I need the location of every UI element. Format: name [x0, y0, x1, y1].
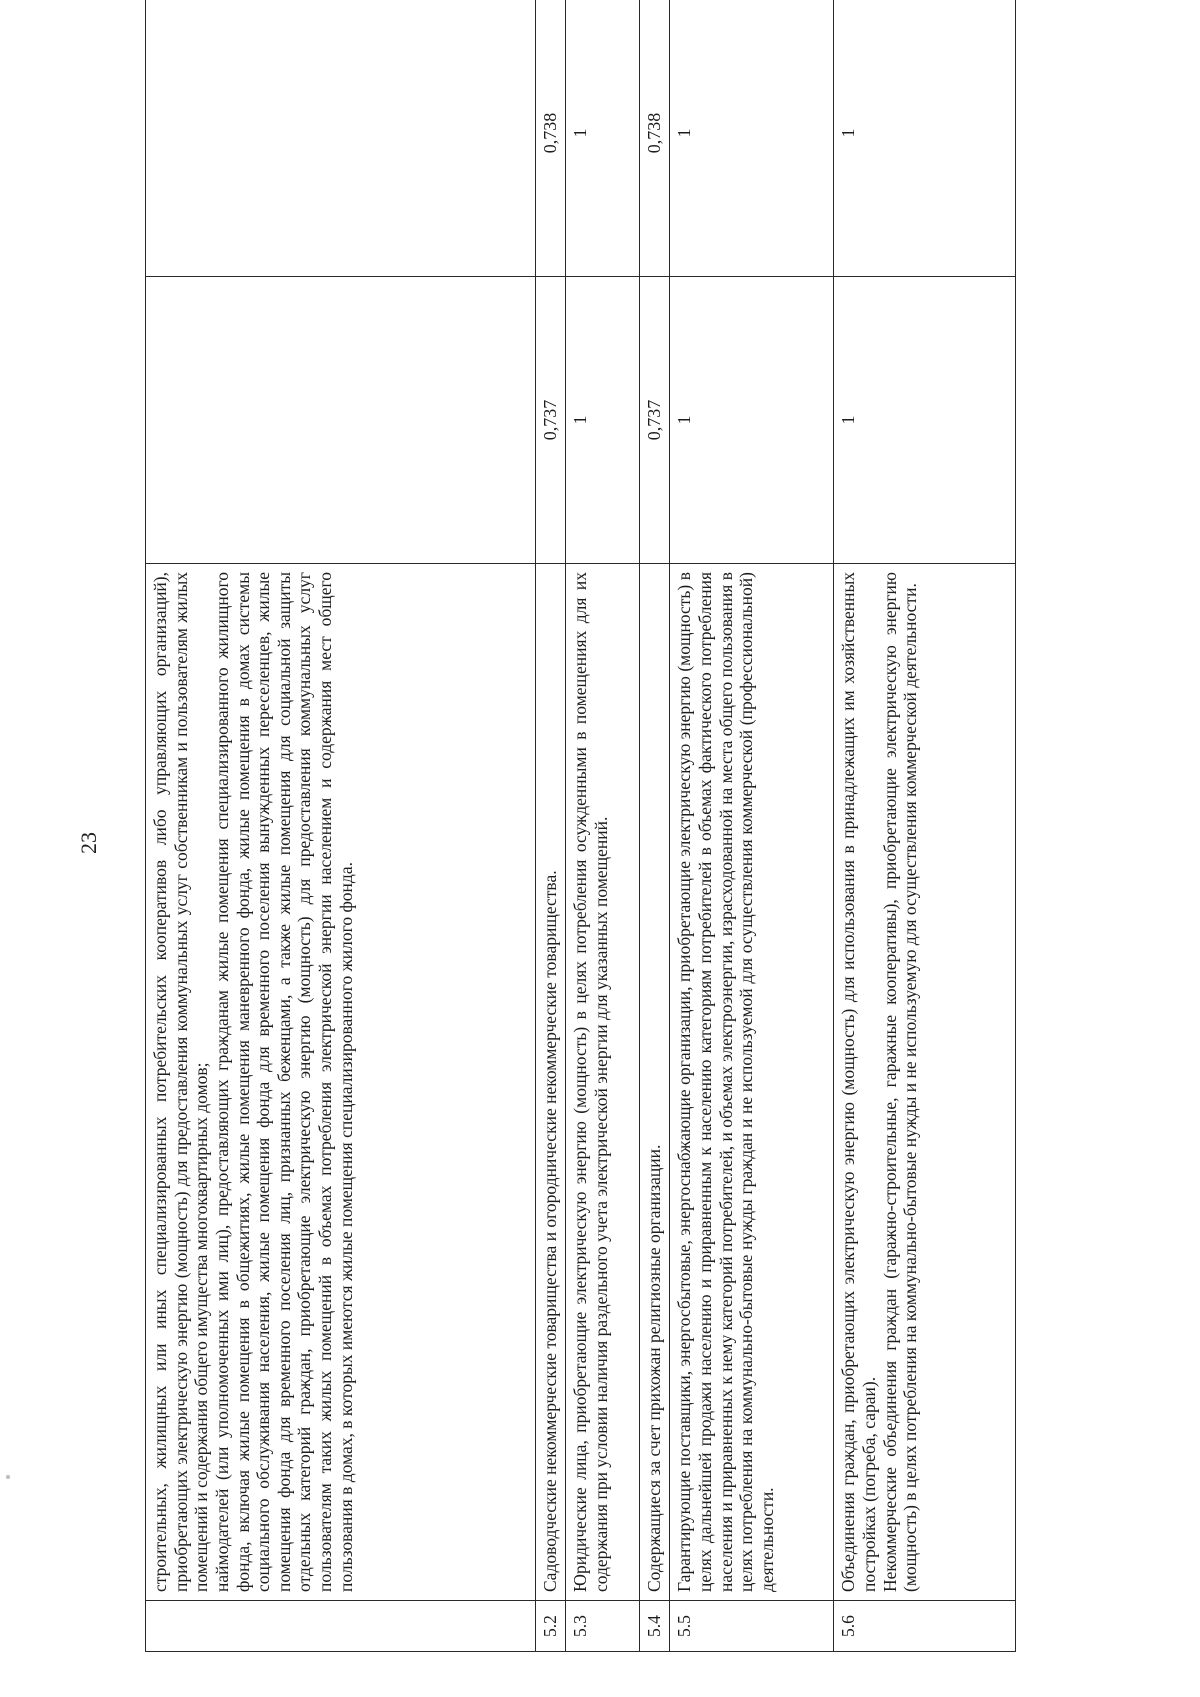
- row-number: 5.3: [566, 1601, 640, 1652]
- tariff-table: [145, 0, 1016, 1652]
- table-row: [834, 0, 1016, 1652]
- row-description: [566, 564, 640, 1601]
- value-cell-1: 1: [566, 277, 640, 564]
- page-number: 23: [76, 832, 101, 854]
- description-paragraph: Юридические лица, приобретающие электрическую энергию (мощность) в целях потребления осужденными в помещениях для их содержания при условии наличия раздельного учета электрической энергии для указанных помещений.: [570, 572, 611, 1592]
- value-cell-2: 0,738: [640, 0, 670, 277]
- table-row: [146, 0, 536, 1652]
- description-paragraph: наймодателей (или уполномоченных ими лиц), предоставляющих гражданам жилые помещения специализированного жилищного фонда, включая жилые помещения в общежитиях, жилые помещения маневренного фонда, жилые помещения в домах системы социального обслуживания населения, жилые помещения фонда для временного поселения вынужденных переселенцев, жилые помещения фонда для временного поселения лиц, признанных беженцами, а также жилые помещения для социальной защиты отдельных категорий граждан, приобретающие электрическую энергию (мощность) для предоставления коммунальных услуг пользователям таких жилых помещений в объемах потребления электрической энергии населением и содержания мест общего пользования в домах, в которых имеются жилые помещения специализированного жилого фонда.: [211, 572, 356, 1592]
- value-cell-1: 0,737: [536, 277, 566, 564]
- value-cell-1: 0,737: [640, 277, 670, 564]
- table-row: [670, 0, 834, 1652]
- row-number: 5.6: [834, 1601, 1016, 1652]
- row-description: [670, 564, 834, 1601]
- value-cell-2: 1: [834, 0, 1016, 277]
- row-description: [640, 564, 670, 1601]
- description-paragraph: строительных, жилищных или иных специализированных потребительских кооперативов либо управляющих организаций), приобретающих электрическую энергию (мощность) для предоставления коммунальных услуг собственникам и пользователям жилых помещений и содержания общего имущества многоквартирных домов;: [150, 572, 212, 1592]
- value-cell-2: 1: [566, 0, 640, 277]
- value-cell-2: [146, 0, 536, 277]
- tariff-table-frame: [145, 52, 1015, 1652]
- value-cell-1: [146, 277, 536, 564]
- description-paragraph: Гарантирующие поставщики, энергосбытовые, энергоснабжающие организации, приобретающие электрическую энергию (мощность) в целях дальнейшей продажи населению и приравненным к населению категориям потребителей в объемах фактического потребления населения и приравненных к нему категорий потребителей, и объемах электроэнергии, израсходованной на места общего пользования в целях потребления на коммунально-бытовые нужды граждан и не используемой для осуществления коммерческой (профессиональной) деятельности.: [674, 572, 778, 1592]
- description-paragraph: Садоводческие некоммерческие товарищества и огороднические некоммерческие товарищества.: [540, 870, 560, 1592]
- description-paragraph: Некоммерческие объединения граждан (гаражно-строительные, гаражные кооперативы), приобретающие электрическую энергию (мощность) в целях потребления на коммунально-бытовые нужды и не используемую для осуществления коммерческой деятельности.: [879, 572, 921, 1592]
- description-paragraph: Содержащиеся за счет прихожан религиозные организации.: [644, 1144, 665, 1592]
- row-number: 5.4: [640, 1601, 670, 1652]
- scan-speck: [6, 1475, 10, 1479]
- row-number: 5.2: [536, 1601, 566, 1652]
- row-description: [834, 564, 1016, 1601]
- table-row: [566, 0, 640, 1652]
- row-number: 5.5: [670, 1601, 834, 1652]
- value-cell-2: 1: [670, 0, 834, 277]
- table-row: [640, 0, 670, 1652]
- row-description: [536, 564, 566, 1601]
- value-cell-2: 0,738: [536, 0, 566, 277]
- row-number: [146, 1601, 536, 1652]
- table-row: [536, 0, 566, 1652]
- value-cell-1: 1: [670, 277, 834, 564]
- value-cell-1: 1: [834, 277, 1016, 564]
- description-paragraph: Объединения граждан, приобретающих электрическую энергию (мощность) для использования в принадлежащих им хозяйственных постройках (погреба, сараи).: [838, 572, 880, 1592]
- row-description: [146, 564, 536, 1601]
